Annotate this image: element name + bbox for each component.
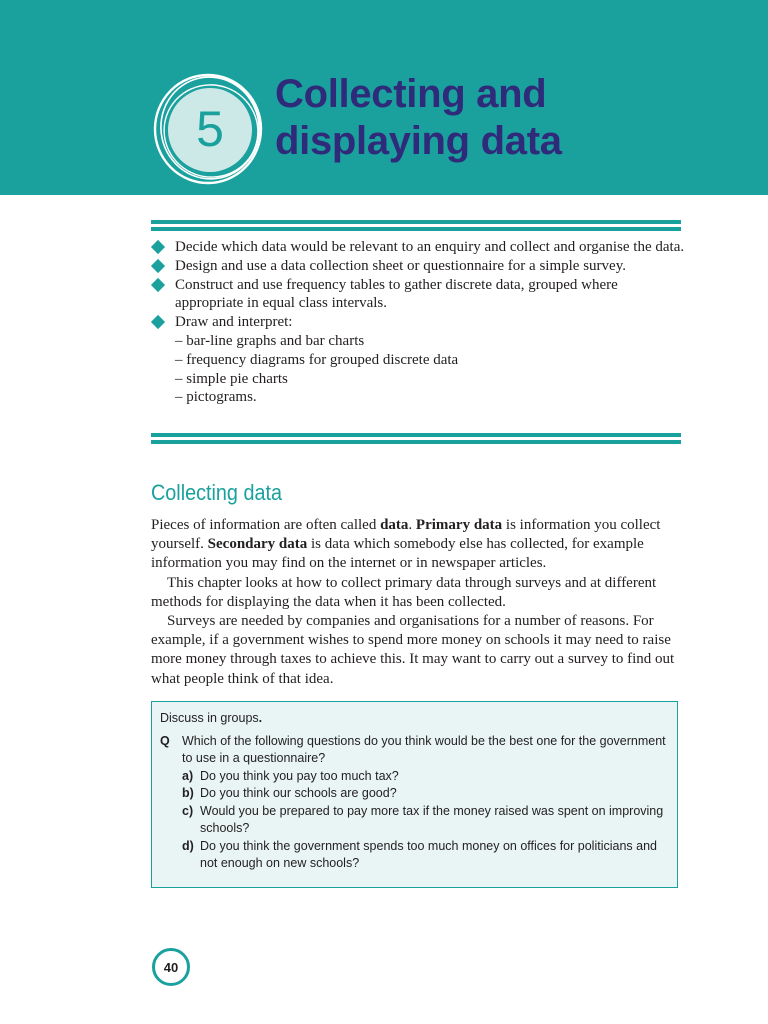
question-options [182,768,669,873]
objective-subitem: – bar-line graphs and bar charts [175,332,365,349]
chapter-title-line-1: Collecting and [275,72,547,116]
discussion-question [160,733,669,873]
question-text: Which of the following questions do you think would be the best one for the government to use in a questionnaire? [182,733,666,765]
text-run: Pieces of information are often called [151,517,381,533]
paragraph: This chapter looks at how to collect primary data through surveys and at different methods for displaying the data when it has been collected. [151,574,657,610]
objective-text: Draw and interpret: [175,314,293,331]
objective-sublist [175,332,686,407]
diamond-bullet-icon [151,278,165,292]
diamond-bullet-icon [151,259,165,273]
objective-item [151,276,686,314]
section-body [151,516,686,689]
option-item [182,768,669,786]
objective-text: Decide which data would be relevant to an enquiry and collect and organise the data. [175,239,685,255]
objective-item [151,238,686,257]
option-text: Would you be prepared to pay more tax if the money raised was spent on improving schools? [200,803,664,835]
page-number: 40 [152,948,190,986]
objective-subitem: – simple pie charts [175,370,288,387]
option-text: Do you think the government spends too much money on offices for politicians and not enough on new schools? [200,838,657,870]
objective-text: Design and use a data collection sheet or questionnaire for a simple survey. [175,257,626,274]
option-text: Do you think you pay too much tax? [200,768,399,783]
term-primary-data: Primary data [415,517,503,533]
chapter-number: 5 [196,101,224,157]
diamond-bullet-icon [151,240,165,254]
chapter-number-badge [150,70,270,190]
objective-subitem: – pictograms. [175,389,257,406]
option-label: a) [182,768,194,783]
objective-subitem: – frequency diagrams for grouped discrete data [175,351,459,368]
objective-text: Construct and use frequency tables to gather discrete data, grouped where appropriate in equal class intervals. [175,276,618,312]
question-label: Q [160,733,170,748]
option-label: b) [182,786,194,800]
text-run: . [408,517,416,533]
objective-item [151,313,686,407]
chapter-title-line-2: displaying data [275,119,562,163]
discussion-box [151,701,678,888]
objectives-bottom-rule [151,433,681,444]
option-label: d) [182,838,194,853]
paragraph: Surveys are needed by companies and organisations for a number of reasons. For example, if a government wishes to spend more money on schools it may need to raise more money through taxes to achieve this. It may want to carry out a survey to find out what people think of that idea. [151,613,675,687]
option-item [182,803,669,838]
learning-objectives-list [151,238,686,407]
objective-item [151,257,686,276]
discussion-intro [160,710,669,728]
option-item [182,838,669,873]
section-heading: Collecting data [151,480,282,505]
option-item [182,785,669,803]
option-label: c) [182,803,194,818]
paragraph [151,516,686,574]
text-run: is data which somebody else has collected, for example information you may find on the internet or in newspaper articles. [151,536,644,572]
chapter-title [275,71,562,165]
diamond-bullet-icon [151,315,165,329]
objectives-top-rule [151,220,681,231]
option-text: Do you think our schools are good? [200,786,397,800]
discussion-intro-text: Discuss in groups [160,711,259,725]
term-secondary-data: Secondary data [207,536,308,553]
discussion-intro-end: . [258,711,263,725]
text-run: is information you collect yourself. [151,517,661,553]
term-data: data [380,517,409,533]
